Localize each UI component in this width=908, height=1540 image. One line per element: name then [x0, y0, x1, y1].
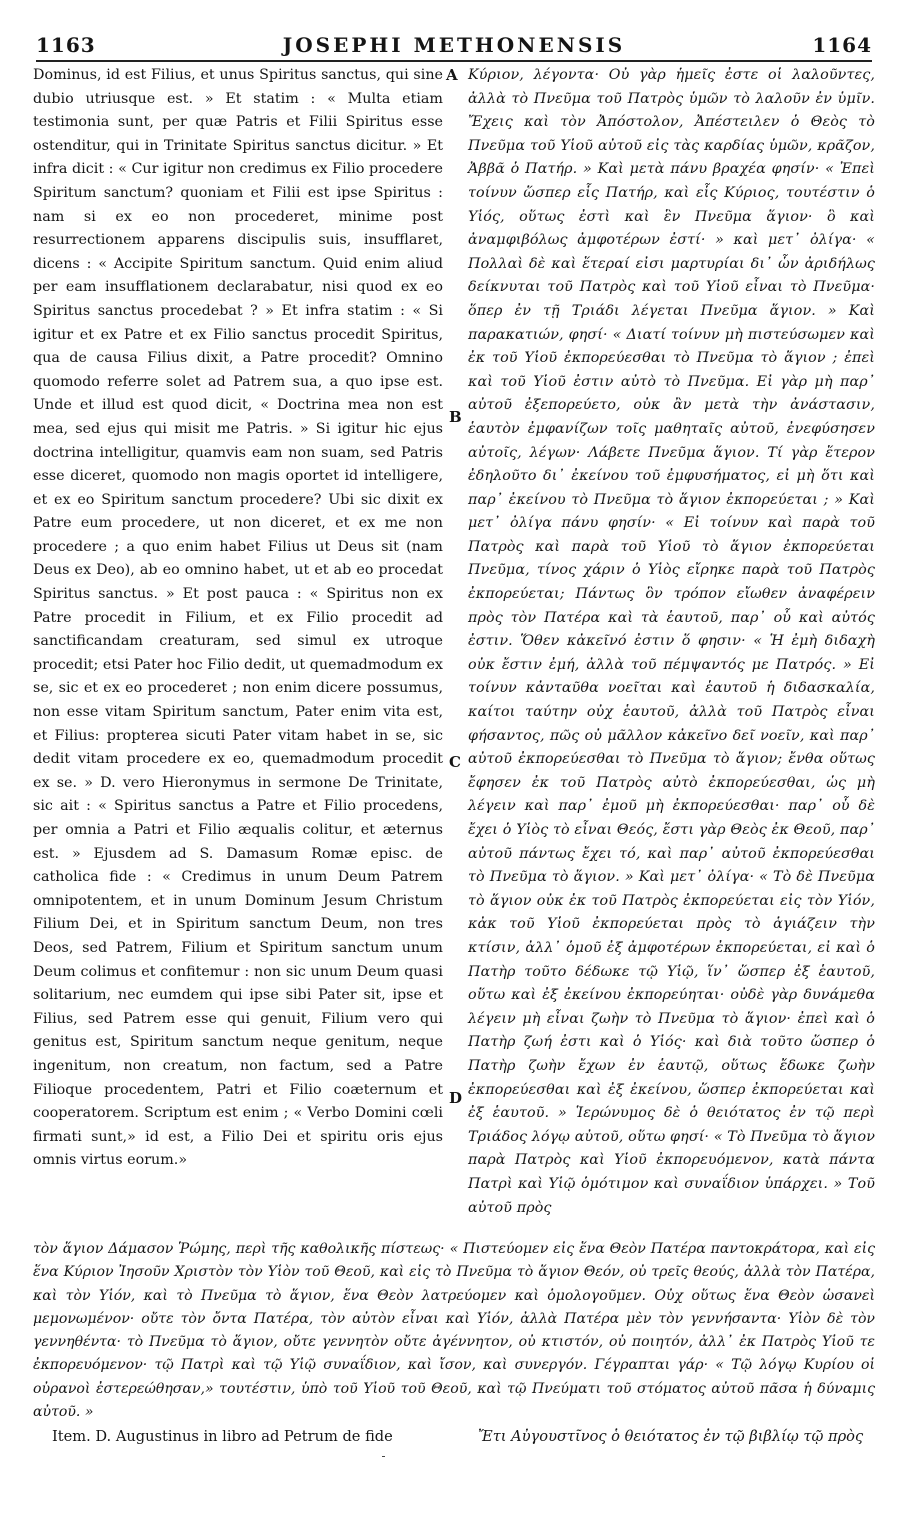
footer-latin-line: Item. D. Augustinus in libro ad Petrum de fide	[52, 1428, 393, 1445]
latin-column	[33, 64, 443, 1173]
footer-greek-line: Ἔτι Αὐγουστῖνος ὁ θειότατος ἐν τῷ βιβλίῳ τῷ πρὸς	[478, 1428, 864, 1445]
page-header	[36, 33, 872, 61]
header-rule	[36, 60, 872, 62]
full-width-text: τὸν ἅγιον Δάμασον Ῥώμης, περὶ τῆς καθολικῆς πίστεως· « Πιστεύομεν εἰς ἕνα Θεὸν Πατέρα παντοκράτορα, καὶ εἰς ἕνα Κύριον Ἰησοῦν Χριστὸν τὸν Υἱὸν τοῦ Θεοῦ, καὶ εἰς τὸ Πνεῦμα τὸ ἅγιον Θεόν, οὐ τρεῖς θεούς, ἀλλὰ τὸν Πατέρα, καὶ τὸν Υἱόν, καὶ τὸ Πνεῦμα τὸ ἅγιον, ἕνα Θεὸν λατρεύομεν καὶ ὁμολογοῦμεν. Οὐχ οὕτως ἕνα Θεὸν ὡσανεὶ μεμονωμένον· οὔτε τὸν ὄντα Πατέρα, τὸν αὐτὸν εἶναι καὶ Υἱόν, ἀλλὰ Πατέρα μὲν τὸν γεννήσαντα· Υἱὸν δὲ τὸν γεννηθέντα· τὸ Πνεῦμα τὸ ἅγιον, οὔτε γεννητὸν οὔτε ἀγέννητον, οὐ κτιστόν, οὐ ποιητόν, ἀλλ᾽ ἐκ Πατρὸς Υἱοῦ τε ἐκπορευόμενον· τῷ Πατρὶ καὶ τῷ Υἱῷ συναΐδιον, καὶ ἴσον, καὶ συνεργόν. Γέγραπται γάρ· « Τῷ λόγῳ Κυρίου οἱ οὐρανοὶ ἐστερεώθησαν,» τουτέστιν, ὑπὸ τοῦ Υἱοῦ τοῦ Θεοῦ, καὶ τῷ Πνεύματι τοῦ στόματος αὐτοῦ πᾶσα ἡ δύναμις αὐτοῦ. »	[33, 1241, 875, 1420]
margin-letter-c: C	[449, 753, 461, 771]
latin-text: Dominus, id est Filius, et unus Spiritus sanctus, qui sine dubio utriusque est. » Et statim : « Multa etiam testimonia sunt, per quæ Patris et Filii Spiritus esse ostenditur, qui in Trinitate Spiritus sanctus dicitur. » Et infra dicit : « Cur igitur non credimus ex Filio procedere Spiritum sanctum? quoniam et Filii est ipse Spiritus : nam si ex eo non procederet, minime post resurrectionem apparens discipulis suis, insufflaret, dicens : « Accipite Spiritum sanctum. Quid enim aliud per eam insufflationem declarabatur, nisi quod ex eo Spiritus sanctus procedebat ? » Et infra statim : « Si igitur et ex Patre et ex Filio sanctus procedit Spiritus, qua de causa Filius dixit, a Patre procedit? Omnino quomodo referre solet ad Patrem sua, a quo ipse est. Unde et illud est quod dicit, « Doctrina mea non est mea, sed ejus qui misit me Patris. » Si igitur hic ejus doctrina intelligitur, quamvis eam non suam, sed Patris esse diceret, quomodo non magis oportet id intelligere, et ex eo Spiritum sanctum procedere? Ubi sic dixit ex Patre eum procedere, ut non diceret, et ex me non procedere ; a quo enim habet Filius ut Deus sit (nam Deus ex Deo), ab eo omnino habet, ut et ab eo procedat Spiritus sanctus. » Et post pauca : « Spiritus non ex Patre procedit in Filium, et ex Filio procedit ad sanctificandam creaturam, sed simul ex utroque procedit; etsi Pater hoc Filio dedit, ut quemadmodum ex se, sic et ex eo procederet ; non enim dicere possumus, non esse vitam Spiritum sanctum, Pater enim vita est, et Filius: propterea sicuti Pater vitam habet in se, sic dedit vitam procedere ex eo, quemadmodum procedit ex se. » D. vero Hieronymus in sermone De Trinitate, sic ait : « Spiritus sanctus a Patre et Filio procedens, per omnia a Patri et Filio æqualis colitur, et æternus est. » Ejusdem ad S. Damasum Romæ episc. de catholica fide : « Credimus in unum Deum Patrem omnipotentem, et in unum Dominum Jesum Christum Filium Dei, et in Spiritum sanctum Deum, non tres Deos, sed Patrem, Filium et Spiritum sanctum unum Deum colimus et confitemur : non sic unum Deum quasi solitarium, nec eumdem qui ipse sibi Pater sit, ipse et Filius, sed Patrem esse qui genuit, Filium vero qui genitus est, Spiritum sanctum neque genitum, neque ingenitum, non creatum, non factum, sed a Patre Filioque procedentem, Patri et Filio coæternum et cooperatorem. Scriptum est enim ; « Verbo Domini cœli firmati sunt,» id est, a Filio Dei et spiritu oris ejus omnis virtus eorum.»	[33, 67, 443, 1169]
margin-letter-d: D	[449, 1089, 463, 1107]
full-width-greek-text	[33, 1238, 875, 1424]
greek-column	[468, 64, 875, 1220]
margin-letter-a: A	[446, 66, 458, 84]
running-title: JOSEPHI METHONENSIS	[282, 33, 626, 57]
greek-text: Κύριον, λέγοντα· Οὐ γὰρ ἡμεῖς ἐστε οἱ λαλοῦντες, ἀλλὰ τὸ Πνεῦμα τοῦ Πατρὸς ὑμῶν τὸ λαλοῦν ἐν ὑμῖν. Ἔχεις καὶ τὸν Ἀπόστολον, Ἀπέστειλεν ὁ Θεὸς τὸ Πνεῦμα τοῦ Υἱοῦ αὐτοῦ εἰς τὰς καρδίας ὑμῶν, κρᾶζον, Ἀββᾶ ὁ Πατήρ. » Καὶ μετὰ πάνυ βραχέα φησίν· « Ἐπεὶ τοίνυν ὥσπερ εἷς Πατήρ, καὶ εἷς Κύριος, τουτέστιν ὁ Υἱός, οὕτως ἐστὶ καὶ ἓν Πνεῦμα ἅγιον· ὃ καὶ ἀναμφιβόλως ἀμφοτέρων ἐστί· » καὶ μετ᾽ ὀλίγα· « Πολλαὶ δὲ καὶ ἕτεραί εἰσι μαρτυρίαι δι᾽ ὧν ἀριδήλως δείκνυται τοῦ Πατρὸς καὶ τοῦ Υἱοῦ εἶναι τὸ Πνεῦμα· ὅπερ ἐν τῇ Τριάδι λέγεται Πνεῦμα ἅγιον. » Καὶ παρακατιών, φησί· « Διατί τοίνυν μὴ πιστεύσωμεν καὶ ἐκ τοῦ Υἱοῦ ἐκπορεύεσθαι τὸ Πνεῦμα τὸ ἅγιον ; ἐπεὶ καὶ τοῦ Υἱοῦ ἐστιν αὐτὸ τὸ Πνεῦμα. Εἰ γὰρ μὴ παρ᾽ αὐτοῦ ἐξεπορεύετο, οὐκ ἂν μετὰ τὴν ἀνάστασιν, ἑαυτὸν ἐμφανίζων τοῖς μαθηταῖς αὐτοῦ, ἐνεφύσησεν αὐτοῖς, λέγων· Λάβετε Πνεῦμα ἅγιον. Τί γὰρ ἕτερον ἐδηλοῦτο δι᾽ ἐκείνου τοῦ ἐμφυσήματος, εἰ μὴ ὅτι καὶ παρ᾽ ἐκείνου τὸ Πνεῦμα τὸ ἅγιον ἐκπορεύεται ; » Καὶ μετ᾽ ὀλίγα πάνυ φησίν· « Εἰ τοίνυν καὶ παρὰ τοῦ Πατρὸς καὶ παρὰ τοῦ Υἱοῦ τὸ ἅγιον ἐκπορεύεται Πνεῦμα, τίνος χάριν ὁ Υἱὸς εἴρηκε παρὰ τοῦ Πατρὸς ἐκπορεύεται; Πάντως ὃν τρόπον εἴωθεν ἀναφέρειν πρὸς τὸν Πατέρα καὶ τὰ ἑαυτοῦ, παρ᾽ οὗ καὶ αὐτός ἐστιν. Ὅθεν κἀκεῖνό ἐστιν ὅ φησιν· « Ἡ ἐμὴ διδαχὴ οὐκ ἔστιν ἐμή, ἀλλὰ τοῦ πέμψαντός με Πατρός. » Εἰ τοίνυν κἀνταῦθα νοεῖται καὶ ἑαυτοῦ ἡ διδασκαλία, καίτοι ταύτην οὐχ ἑαυτοῦ, ἀλλὰ τοῦ Πατρὸς εἶναι φήσαντος, πῶς οὐ μᾶλλον κἀκεῖνο δεῖ νοεῖν, καὶ παρ᾽ αὐτοῦ ἐκπορεύεσθαι τὸ Πνεῦμα τὸ ἅγιον; ἔνθα οὕτως ἔφησεν ἐκ τοῦ Πατρὸς αὐτὸ ἐκπορεύεσθαι, ὡς μὴ λέγειν καὶ παρ᾽ ἐμοῦ μὴ ἐκπορεύεσθαι· παρ᾽ οὗ δὲ ἔχει ὁ Υἱὸς τὸ εἶναι Θεός, ἔστι γὰρ Θεὸς ἐκ Θεοῦ, παρ᾽ αὐτοῦ πάντως ἔχει τό, καὶ παρ᾽ αὐτοῦ ἐκπορεύεσθαι τὸ Πνεῦμα τὸ ἅγιον. » Καὶ μετ᾽ ὀλίγα· « Τὸ δὲ Πνεῦμα τὸ ἅγιον οὐκ ἐκ τοῦ Πατρὸς ἐκπορεύεται εἰς τὸν Υἱόν, κἀκ τοῦ Υἱοῦ ἐκπορεύεται πρὸς τὸ ἁγιάζειν τὴν κτίσιν, ἀλλ᾽ ὁμοῦ ἐξ ἀμφοτέρων ἐκπορεύεται, εἰ καὶ ὁ Πατὴρ τοῦτο δέδωκε τῷ Υἱῷ, ἵν᾽ ὥσπερ ἐξ ἑαυτοῦ, οὕτω καὶ ἐξ ἐκείνου ἐκπορεύηται· οὐδὲ γὰρ δυνάμεθα λέγειν μὴ εἶναι ζωὴν τὸ Πνεῦμα τὸ ἅγιον· ἐπεὶ καὶ ὁ Πατὴρ ζωή ἐστι καὶ ὁ Υἱός· καὶ διὰ τοῦτο ὥσπερ ὁ Πατὴρ ζωὴν ἔχων ἐν ἑαυτῷ, οὕτως ἔδωκε ζωὴν ἐκπορεύεσθαι καὶ ἐξ ἐκείνου, ὥσπερ ἐκπορεύεται καὶ ἐξ ἑαυτοῦ. » Ἱερώνυμος δὲ ὁ θειότατος ἐν τῷ περὶ Τριάδος λόγῳ αὐτοῦ, οὕτω φησί· « Τὸ Πνεῦμα τὸ ἅγιον παρὰ Πατρὸς καὶ Υἱοῦ ἐκπορευόμενον, κατὰ πάντα Πατρὶ καὶ Υἱῷ ὁμότιμον καὶ συναΐδιον ὑπάρχει. » Τοῦ αὐτοῦ πρὸς	[468, 67, 875, 1216]
center-mark	[382, 1456, 385, 1457]
left-page-number: 1163	[36, 33, 96, 57]
margin-letter-b: B	[449, 408, 462, 426]
right-page-number: 1164	[812, 33, 872, 57]
